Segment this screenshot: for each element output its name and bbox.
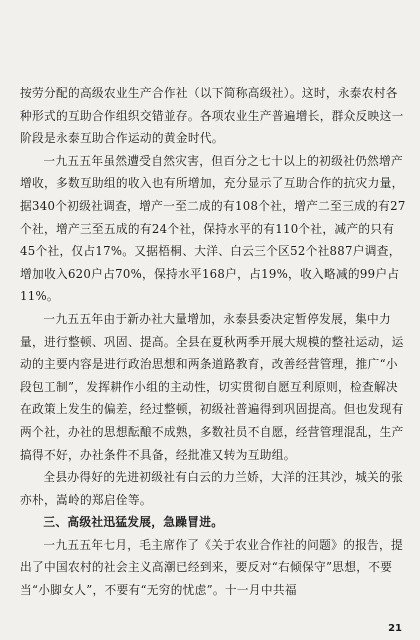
section-heading: 三、高级社迅猛发展，急躁冒进。 xyxy=(43,515,224,530)
paragraph-3: 一九五五年由于新办社大量增加，永泰县委决定暂停发展，集中力量，进行整顿、巩固、提高。全县在夏秋两季开展大规模的整社运动，运动的主要内容是进行政治思想和两条道路教育，改善经营管理，推广“小段包工制”，发挥耕作小组的主动性，切实贯彻自愿互利原则，检查解决在政策上发生的偏差，经过整顿，初级社普遍得到巩固提高。但也发现有两个社，办社的思想酝酿不成熟，多数社员不自愿，经营管理混乱，生产搞得不好，办社条件不具备，经批准又转为互助组。 xyxy=(20,311,404,462)
body-text xyxy=(20,82,406,602)
page-number: 21 xyxy=(388,623,402,634)
paragraph-2: 一九五五年虽然遭受自然灾害，但百分之七十以上的初级社仍然增产增收，多数互助组的收入也有所增加，充分显示了互助合作的抗灾力量，据340个初级社调查，增产一至二成的有108个社，增产二至三成的有27个社，增产三至五成的有24个社，保持水平的有110个社，减产的只有45个社，仅占17%。又据梧桐、大洋、白云三个区52个社887户调查，增加收入620户占70%，保持水平168户，占19%，收入略减的99户占11%。 xyxy=(20,153,406,304)
paragraph-4: 全县办得好的先进初级社有白云的力兰娇，大洋的汪其沙，城关的张亦朴，嵩岭的郑启佺等。 xyxy=(20,470,404,507)
paragraph-5: 一九五五年七月，毛主席作了《关于农业合作社的问题》的报告，提出了中国农村的社会主义高潮已经到来，要反对“右倾保守”思想，不要当“小脚女人”，不要有“无穷的忧虑”。十一月中共福 xyxy=(20,537,404,598)
paragraph-1: 按劳分配的高级农业生产合作社（以下简称高级社）。这时，永泰农村各种形式的互助合作组织交错並存。各项农业生产普遍增长，群众反映这一阶段是永泰互助合作运动的黄金时代。 xyxy=(20,86,404,146)
